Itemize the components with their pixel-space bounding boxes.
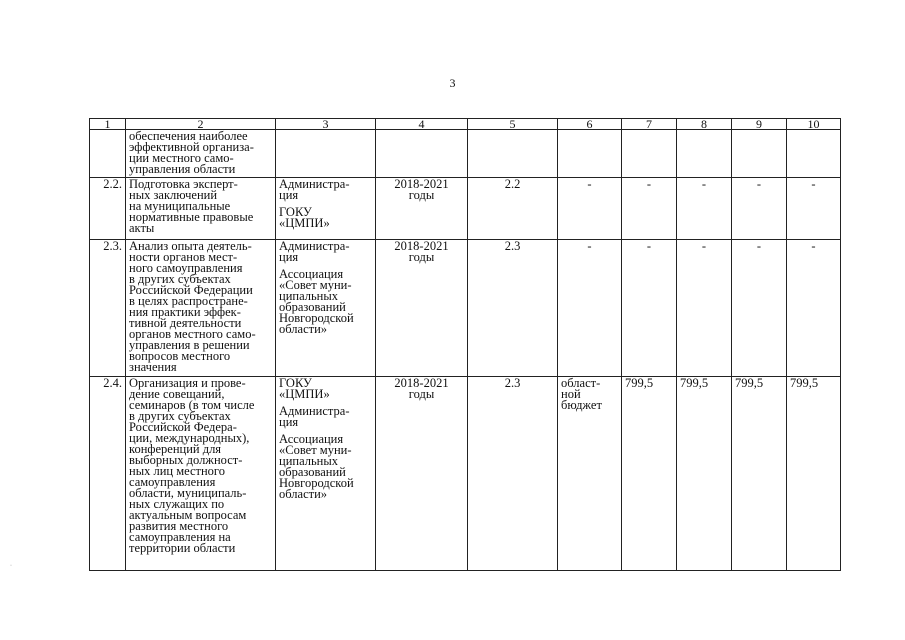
indicator-cell: 2.3 — [468, 240, 558, 377]
activity-name-line: на муниципальные — [129, 199, 231, 213]
funding-amount-cell: - — [732, 178, 787, 240]
executor-line: образований — [279, 465, 346, 479]
funding-amount-cell — [732, 130, 787, 178]
executor-line: «ЦМПИ» — [279, 216, 330, 230]
activity-name-line: развития местного — [129, 519, 229, 533]
executor-line: ция — [279, 250, 299, 264]
activity-name-line: ных служащих по — [129, 497, 225, 511]
activity-name-line: Российской Федера- — [129, 420, 237, 434]
activity-name-line: в других субъектах — [129, 272, 231, 286]
executor-line: Новгородской — [279, 311, 354, 325]
activity-name-line: акты — [129, 221, 155, 235]
column-number: 7 — [622, 119, 677, 130]
activity-name-line: области, муниципаль- — [129, 486, 247, 500]
activity-name-line: в целях распростране- — [129, 294, 248, 308]
executor-cell — [276, 240, 376, 377]
funding-source-line: ной — [561, 387, 581, 401]
activity-name-line: значения — [129, 360, 177, 374]
executor-line: «ЦМПИ» — [279, 387, 330, 401]
activity-name-line: Подготовка эксперт- — [129, 177, 238, 191]
activity-name-line: обеспечения наиболее — [129, 129, 248, 143]
period-line: годы — [408, 188, 435, 202]
indicator-cell: 2.3 — [468, 377, 558, 571]
executor-line: области» — [279, 322, 328, 336]
activity-name-line: конференций для — [129, 442, 222, 456]
period-cell — [376, 178, 468, 240]
executor-line: Администра- — [279, 239, 350, 253]
activity-name-line: территории области — [129, 541, 236, 555]
executor-line: ГОКУ — [279, 205, 312, 219]
column-number: 10 — [787, 119, 841, 130]
executor-line: Ассоциация — [279, 267, 344, 281]
funding-amount-cell: - — [787, 240, 841, 377]
activity-name-line: в других субъектах — [129, 409, 231, 423]
activity-name-line: актуальным вопросам — [129, 508, 247, 522]
executor-cell — [276, 130, 376, 178]
table-row — [90, 178, 841, 240]
period-cell — [376, 130, 468, 178]
activity-name-line: ного самоуправления — [129, 261, 243, 275]
activity-name-line: эффективной организа- — [129, 140, 254, 154]
funding-source-cell — [558, 377, 622, 571]
period-line: годы — [408, 387, 435, 401]
activity-name-line: семинаров (в том числе — [129, 398, 255, 412]
period-line: 2018-2021 — [394, 177, 449, 191]
executor-line: ципальных — [279, 454, 339, 468]
activity-name-line: Российской Федерации — [129, 283, 253, 297]
activity-name-line: управления в решении — [129, 338, 250, 352]
column-number: 1 — [90, 119, 126, 130]
executor-line: Администра- — [279, 404, 350, 418]
column-number: 5 — [468, 119, 558, 130]
executor-cell — [276, 178, 376, 240]
period-line: 2018-2021 — [394, 376, 449, 390]
activity-name-cell — [126, 377, 276, 571]
column-number: 6 — [558, 119, 622, 130]
funding-amount-cell: - — [622, 240, 677, 377]
executor-line: «Совет муни- — [279, 278, 352, 292]
funding-source-line: - — [587, 239, 592, 253]
funding-source-cell — [558, 240, 622, 377]
activity-name-line: ности органов мест- — [129, 250, 238, 264]
period-cell — [376, 377, 468, 571]
table-row — [90, 130, 841, 178]
activity-name-line: органов местного само- — [129, 327, 256, 341]
activity-name-cell — [126, 178, 276, 240]
column-number: 8 — [677, 119, 732, 130]
funding-amount-cell: - — [622, 178, 677, 240]
funding-amount-cell: 799,5 — [787, 377, 841, 571]
period-line: 2018-2021 — [394, 239, 449, 253]
period-line: годы — [408, 250, 435, 264]
indicator-cell — [468, 130, 558, 178]
funding-source-cell — [558, 178, 622, 240]
program-activities-table — [89, 118, 841, 571]
activity-name-line: нормативные правовые — [129, 210, 254, 224]
funding-amount-cell: 799,5 — [677, 377, 732, 571]
item-number-cell: 2.3. — [90, 240, 126, 377]
item-number-cell: 2.2. — [90, 178, 126, 240]
activity-name-line: ции местного само- — [129, 151, 234, 165]
executor-line: ция — [279, 188, 299, 202]
activity-name-line: ных лиц местного — [129, 464, 225, 478]
funding-amount-cell: - — [732, 240, 787, 377]
executor-line: «Совет муни- — [279, 443, 352, 457]
column-number: 2 — [126, 119, 276, 130]
item-number-cell: 2.4. — [90, 377, 126, 571]
activity-name-line: Организация и прове- — [129, 376, 246, 390]
executor-line: Ассоциация — [279, 432, 344, 446]
funding-amount-cell: 799,5 — [732, 377, 787, 571]
executor-line: ция — [279, 415, 299, 429]
executor-line: Новгородской — [279, 476, 354, 490]
table-row — [90, 377, 841, 571]
activity-name-line: самоуправления на — [129, 530, 231, 544]
activity-name-line: ния практики эффек- — [129, 305, 241, 319]
column-number: 3 — [276, 119, 376, 130]
column-number: 4 — [376, 119, 468, 130]
executor-line: области» — [279, 487, 328, 501]
funding-amount-cell: - — [787, 178, 841, 240]
activity-name-cell — [126, 130, 276, 178]
executor-line: Администра- — [279, 177, 350, 191]
funding-amount-cell: - — [677, 178, 732, 240]
activity-name-line: ных заключений — [129, 188, 218, 202]
executor-line: ципальных — [279, 289, 339, 303]
activity-name-line: выборных должност- — [129, 453, 243, 467]
period-cell — [376, 240, 468, 377]
column-number: 9 — [732, 119, 787, 130]
funding-amount-cell: 799,5 — [622, 377, 677, 571]
executor-line: ГОКУ — [279, 376, 312, 390]
executor-line: образований — [279, 300, 346, 314]
margin-mark: · — [10, 563, 12, 569]
activity-name-line: Анализ опыта деятель- — [129, 239, 252, 253]
activity-name-line: управления области — [129, 162, 236, 176]
activity-name-line: тивной деятельности — [129, 316, 242, 330]
funding-amount-cell — [622, 130, 677, 178]
executor-cell — [276, 377, 376, 571]
funding-amount-cell — [787, 130, 841, 178]
table-row — [90, 240, 841, 377]
item-number-cell — [90, 130, 126, 178]
funding-amount-cell — [677, 130, 732, 178]
activity-name-line: ции, международных), — [129, 431, 250, 445]
funding-source-cell — [558, 130, 622, 178]
column-number-row — [90, 119, 841, 130]
activity-name-line: самоуправления — [129, 475, 216, 489]
activity-name-line: вопросов местного — [129, 349, 231, 363]
indicator-cell: 2.2 — [468, 178, 558, 240]
funding-source-line: област- — [561, 376, 601, 390]
activity-name-cell — [126, 240, 276, 377]
funding-source-line: бюджет — [561, 398, 602, 412]
page-number: 3 — [449, 76, 456, 90]
activity-name-line: дение совещаний, — [129, 387, 225, 401]
funding-source-line: - — [587, 177, 592, 191]
funding-amount-cell: - — [677, 240, 732, 377]
